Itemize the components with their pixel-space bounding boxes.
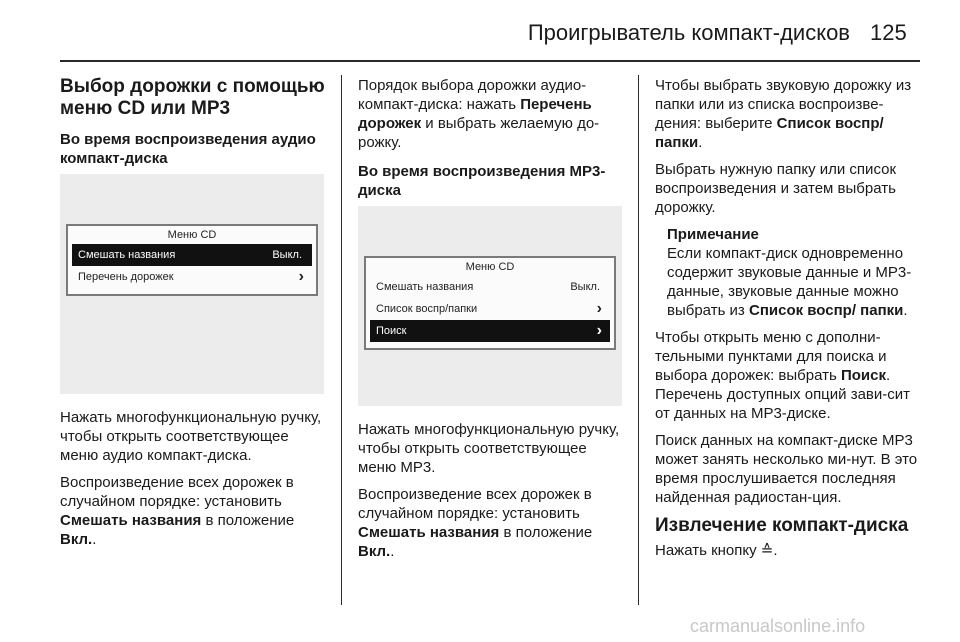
screen-title: Меню CD	[167, 229, 217, 241]
menu-item-value: Выкл.	[272, 249, 302, 261]
column-2	[358, 76, 626, 569]
menu-item-playlist	[370, 298, 610, 320]
header-title: Проигрыватель компакт-дисков	[527, 20, 850, 45]
menu-item-shuffle	[370, 276, 610, 298]
paragraph: Чтобы открыть меню с дополни-тельными пунктами для поиска и выбора дорожек: выбрать Поиск. Перечень доступных опций зави-сит от данных на MP3-диске.	[655, 329, 911, 422]
section-subheading: Во время воспроизведения MP3-диска	[358, 163, 606, 199]
page-number: 125	[870, 20, 907, 45]
menu-item-value: Выкл.	[570, 281, 600, 293]
section-subheading: Во время воспроизведения аудио компакт-диска	[60, 131, 316, 167]
paragraph: Воспроизведение всех дорожек в случайном порядке: установить Смешать названия в положение Вкл..	[60, 474, 295, 548]
paragraph: Поиск данных на компакт-диске MP3 может занять несколько ми-нут. В это время прослушивается последняя найденная радиостан-ция.	[655, 432, 918, 506]
section-heading: Выбор дорожки с помощью меню CD или MP3	[60, 76, 325, 119]
screen-title: Меню CD	[465, 261, 515, 273]
column-divider-2	[638, 75, 639, 605]
paragraph: Чтобы выбрать звуковую дорожку из папки или из списка воспроизве-дения: выберите Список воспр/ папки.	[655, 77, 912, 151]
column-1	[60, 76, 328, 557]
menu-term: Список воспр/ папки	[655, 115, 884, 151]
paragraph: Нажать кнопку ≙.	[655, 542, 778, 559]
note-box	[667, 225, 923, 320]
paragraph: Нажать многофункциональную ручку, чтобы открыть соответствующее меню MP3.	[358, 421, 620, 476]
menu-item-label: Перечень дорожек	[78, 271, 174, 283]
paragraph: Нажать многофункциональную ручку, чтобы открыть соответствующее меню аудио компакт-диска.	[60, 409, 322, 464]
menu-item-label: Смешать названия	[376, 281, 474, 293]
menu-term: Поиск	[840, 367, 886, 384]
paragraph: Порядок выбора дорожки аудио-компакт-диска: нажать Перечень дорожек и выбрать желаемую до-рожку.	[358, 77, 600, 151]
paragraph: Выбрать нужную папку или список воспроизведения и затем выбрать дорожку.	[655, 161, 897, 216]
menu-item-label: Список воспр/папки	[376, 303, 478, 315]
menu-item-search	[370, 320, 610, 342]
section-heading: Извлечение компакт-диска	[655, 515, 909, 536]
menu-item-shuffle	[72, 244, 312, 266]
menu-term: Список воспр/ папки	[748, 302, 904, 319]
cd-menu-screenshot	[60, 174, 324, 394]
menu-term: Перечень дорожек	[358, 96, 592, 132]
menu-item-track-list	[72, 266, 312, 288]
note-heading: Примечание	[667, 226, 759, 243]
mp3-menu-screen	[364, 256, 616, 350]
eject-icon: ≙	[760, 542, 774, 559]
menu-item-label: Смешать названия	[78, 249, 176, 261]
paragraph: Воспроизведение всех дорожек в случайном порядке: установить Смешать названия в положение Вкл..	[358, 486, 593, 560]
cd-menu-screen	[66, 224, 318, 296]
chevron-right-icon: ›	[596, 300, 602, 317]
chevron-right-icon: ›	[596, 322, 602, 339]
column-3	[655, 76, 923, 568]
mp3-menu-screenshot	[358, 206, 622, 406]
note-text: Если компакт-диск одновременно содержит звуковые данные и MP3-данные, звуковые данные можно выбрать из Список воспр/ папки.	[667, 245, 912, 319]
watermark: carmanualsonline.info	[690, 616, 866, 636]
menu-term: Смешать названия	[60, 512, 202, 529]
chevron-right-icon: ›	[298, 268, 304, 285]
menu-item-label: Поиск	[376, 325, 407, 337]
menu-term: Вкл.	[60, 531, 93, 548]
menu-term: Смешать названия	[358, 524, 500, 541]
menu-term: Вкл.	[358, 543, 391, 560]
column-divider-1	[341, 75, 342, 605]
header-rule	[60, 60, 920, 62]
